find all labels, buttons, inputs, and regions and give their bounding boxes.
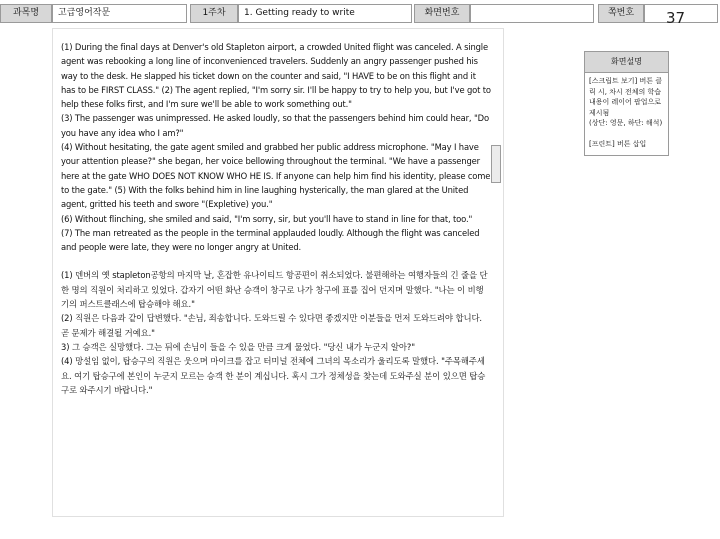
english-paragraph: (1) During the final days at Denver's old Stapleton airport, a crowded United flight was canceled. A single agent was rebooking a long line of inconvenienced travelers. Suddenly an angry passenger pushed his way to the desk. He slapped his ticket down on the counter and said, "I HAVE to be on this flight and it has to be FIRST CLASS." (2) The agent replied, "I'm sorry sir. I'll be happy to try to help you, but I've got to help these folks first, and I'm sure we'll be able to work something out." bbox=[61, 42, 491, 110]
page-number-label: 쪽번호 bbox=[598, 4, 644, 23]
screen-description-title: 화면설명 bbox=[585, 52, 668, 73]
korean-paragraph: 3) 그 승객은 실망했다. 그는 뒤에 손님이 들을 수 있을 만큼 크게 물었다. "당신 내가 누군지 알아?" bbox=[61, 341, 416, 352]
week-label: 1주차 bbox=[190, 4, 238, 23]
korean-paragraph: (2) 직원은 다음과 같이 답변했다. "손님, 죄송합니다. 도와드릴 수 있다면 좋겠지만 이분들을 먼저 도와드려야 합니다. 곧 문제가 해결될 거예요." bbox=[61, 313, 482, 338]
description-line: (상단: 영문, 하단: 해석) bbox=[589, 119, 663, 127]
script-text-area[interactable] bbox=[61, 40, 491, 397]
english-paragraph: (7) The man retreated as the people in the terminal applauded loudly. Although the flight was canceled and people were late, they were no longer angry at United. bbox=[61, 227, 480, 253]
section-gap bbox=[61, 254, 491, 268]
english-paragraph: (4) Without hesitating, the gate agent smiled and grabbed her public address microphone. "May I have your attention please?" she began, her voice bellowing throughout the terminal. "We have a passenger here at the gate WHO DOES NOT KNOW WHO HE IS. If anyone can help him find his identity, please come to the gate." (5) With the folks behind him in line laughing hysterically, the man glared at the United agent, gritted his teeth and swore "(Expletive) you." bbox=[61, 142, 491, 210]
page-number-value: 37 bbox=[666, 9, 686, 27]
course-value: 고급영어작문 bbox=[52, 4, 187, 23]
english-script bbox=[61, 40, 491, 254]
week-value: 1. Getting ready to write bbox=[238, 4, 412, 23]
english-paragraph: (6) Without flinching, she smiled and said, "I'm sorry, sir, but you'll have to stand in line for that, too." bbox=[61, 213, 473, 224]
screen-number-value bbox=[470, 4, 594, 23]
description-line: [스크립트 보기] 버튼 클릭 시, 차시 전체의 학습내용이 레이어 팝업으로 제시됨 bbox=[589, 77, 662, 117]
script-popup-layer bbox=[52, 28, 504, 517]
korean-paragraph: (4) 망설임 없이, 탑승구의 직원은 웃으며 마이크를 잡고 터미널 전체에 그녀의 목소리가 울리도록 말했다. "주목해주세요. 여기 탑승구에 본인이 누군지 모르는 승객 한 분이 계십니다. 혹시 그가 정체성을 찾는데 도와주실 분이 있으면 탑승구로 와주시기 바랍니다." bbox=[61, 356, 486, 395]
screen-description-panel bbox=[584, 51, 669, 156]
korean-translation bbox=[61, 268, 491, 397]
description-line: [프린트] 버튼 삽입 bbox=[589, 139, 647, 148]
scrollbar-thumb[interactable] bbox=[491, 145, 501, 183]
screen-number-label: 화면번호 bbox=[414, 4, 470, 23]
english-paragraph: (3) The passenger was unimpressed. He asked loudly, so that the passengers behind him could hear, "Do you have any idea who I am?" bbox=[61, 113, 489, 138]
screen-description-body bbox=[585, 73, 668, 152]
korean-paragraph: (1) 덴버의 옛 stapleton공항의 마지막 날, 혼잡한 유나이티드 항공편이 취소되었다. 불편해하는 여행자들의 긴 줄을 단 한 명의 직원이 처리하고 있었다. 갑자기 어떤 화난 승객이 창구로 나가 창구에 표를 집어 던지며 말했다. "나는 이 비행기의 퍼스트클래스에 탑승해야 해요." bbox=[61, 270, 488, 310]
course-label: 과목명 bbox=[0, 4, 52, 23]
